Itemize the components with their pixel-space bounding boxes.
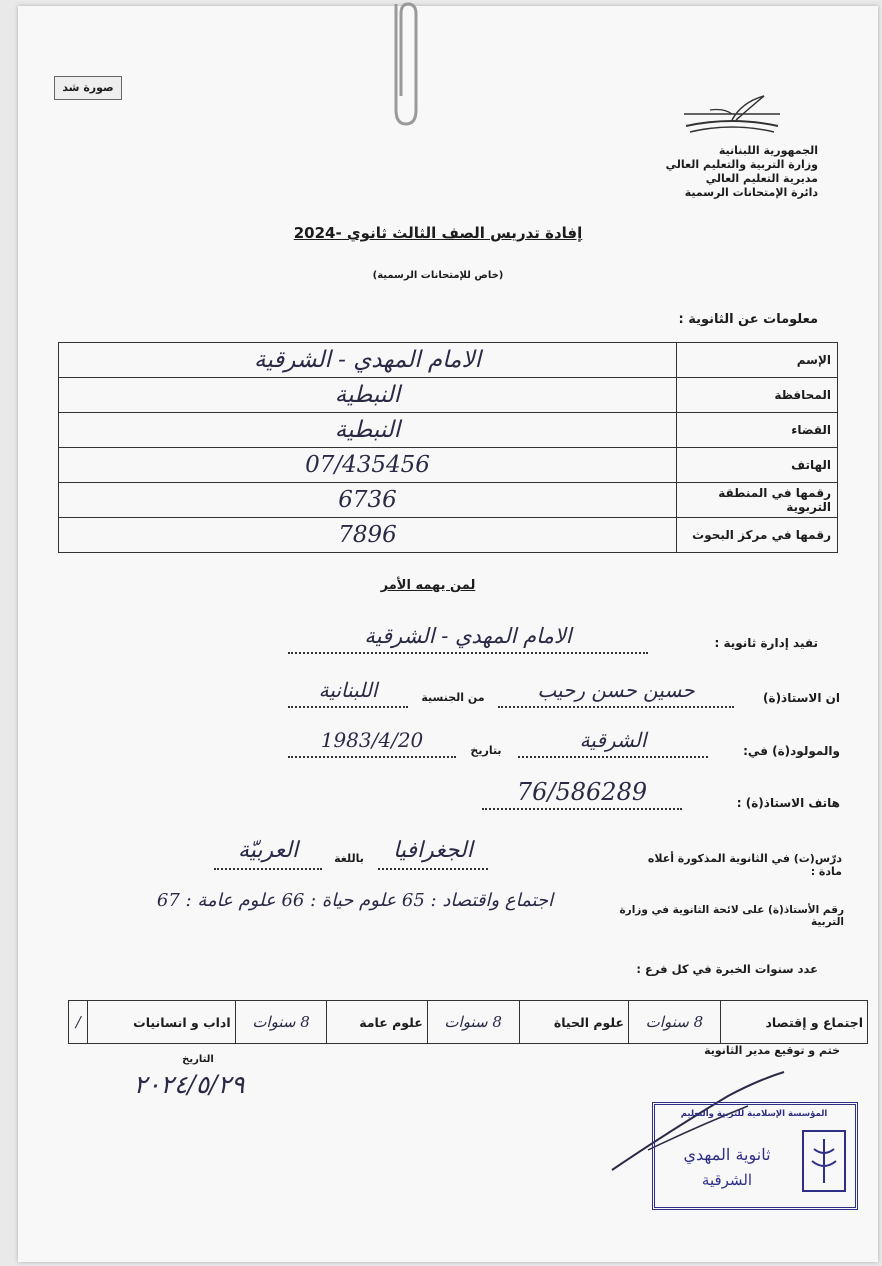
teacher-number-label: رقم الأستاذ(ة) على لائحة الثانوية في وزارة التربية (619, 904, 844, 928)
school-info-table (58, 342, 838, 553)
language-value: العربيّة (214, 838, 322, 870)
language-label: باللغة (334, 852, 364, 865)
ministry-line: الجمهورية اللبنانية (718, 144, 818, 157)
stamp-school-name: ثانوية المهدي (683, 1145, 771, 1164)
nationality-label: من الجنسية (421, 691, 485, 704)
school-stamp (652, 1102, 858, 1210)
date-of-birth-label: بتاريخ (470, 744, 502, 757)
years-humanities: / (69, 1001, 88, 1044)
document-subtitle: (خاص للإمتحانات الرسمية) (372, 270, 504, 281)
ministry-line: مديرية التعليم العالي (705, 172, 818, 185)
document-page (18, 6, 878, 1262)
stamp-school-location: الشرقية (701, 1171, 753, 1189)
branch-general-sciences: علوم عامة (327, 1001, 427, 1044)
branch-life-sciences: علوم الحياة (519, 1001, 628, 1044)
label-name: الإسم (677, 343, 838, 378)
date-label: التاريخ (182, 1054, 214, 1065)
experience-table (68, 1000, 868, 1044)
date-of-birth-value: 1983/4/20 (288, 728, 456, 758)
table-row (59, 518, 838, 553)
years-life-sciences: 8 سنوات (427, 1001, 519, 1044)
value-governorate: النبطية (59, 378, 677, 413)
school-value: الامام المهدي - الشرقية (288, 624, 648, 654)
label-district: القضاء (677, 413, 838, 448)
table-row (59, 378, 838, 413)
label-phone: الهاتف (677, 448, 838, 483)
label-research-number: رقمها في مركز البحوث (677, 518, 838, 553)
stamp-org: المؤسسة الإسلامية للتربية والتعليم (680, 1109, 828, 1119)
value-district: النبطية (59, 413, 677, 448)
ministry-line: دائرة الإمتحانات الرسمية (684, 186, 818, 199)
experience-heading: عدد سنوات الخبرة في كل فرع : (636, 962, 818, 976)
teacher-label: ان الاستاذ(ة) (763, 691, 840, 705)
years-general-sciences: 8 سنوات (235, 1001, 327, 1044)
value-phone: 07/435456 (59, 448, 677, 483)
table-row (59, 343, 838, 378)
teacher-phone-value: 76/586289 (482, 778, 682, 810)
born-value: الشرقية (518, 728, 708, 758)
label-region-number: رقمها في المنطقة التربوية (677, 483, 838, 518)
stamp-emblem-icon (799, 1127, 849, 1197)
school-label: تفيد إدارة ثانوية : (714, 636, 818, 650)
years-social-economics: 8 سنوات (628, 1001, 720, 1044)
branch-humanities: اداب و انسانيات (88, 1001, 235, 1044)
value-name: الامام المهدي - الشرقية (59, 343, 677, 378)
teacher-phone-label: هاتف الاستاذ(ة) : (736, 796, 840, 810)
ministry-line: وزارة التربية والتعليم العالي (665, 158, 818, 171)
nationality-value: اللبنانية (288, 678, 408, 708)
ministry-logo-icon (680, 90, 784, 140)
branch-social-economics: اجتماع و إقتصاد (720, 1001, 867, 1044)
table-row (69, 1001, 868, 1044)
subject-value: الجغرافيا (378, 838, 488, 870)
teacher-number-value: اجتماع واقتصاد : 65 علوم حياة : 66 علوم عامة : 67 (156, 890, 554, 911)
table-row (59, 448, 838, 483)
value-research-number: 7896 (59, 518, 677, 553)
value-region-number: 6736 (59, 483, 677, 518)
document-title: إفادة تدريس الصف الثالث ثانوي -2024 (293, 224, 583, 242)
photo-tag: صورة شد (54, 76, 122, 100)
section-school-info: معلومات عن الثانوية : (678, 312, 818, 327)
label-governorate: المحافظة (677, 378, 838, 413)
born-label: والمولود(ة) في: (743, 744, 840, 758)
date-value: ٢٠٢٤/٥/٢٩ (133, 1070, 245, 1099)
paperclip-icon (386, 0, 422, 132)
table-row (59, 483, 838, 518)
taught-label: درّس(ت) في الثانوية المذكورة أعلاه مادة : (647, 852, 842, 878)
table-row (59, 413, 838, 448)
ministry-header (618, 144, 818, 200)
teacher-value: حسين حسن رحيب (498, 678, 734, 708)
to-whom-heading: لمن يهمه الأمر (380, 578, 476, 593)
signature-label: ختم و توقيع مدير الثانوية (704, 1044, 840, 1057)
